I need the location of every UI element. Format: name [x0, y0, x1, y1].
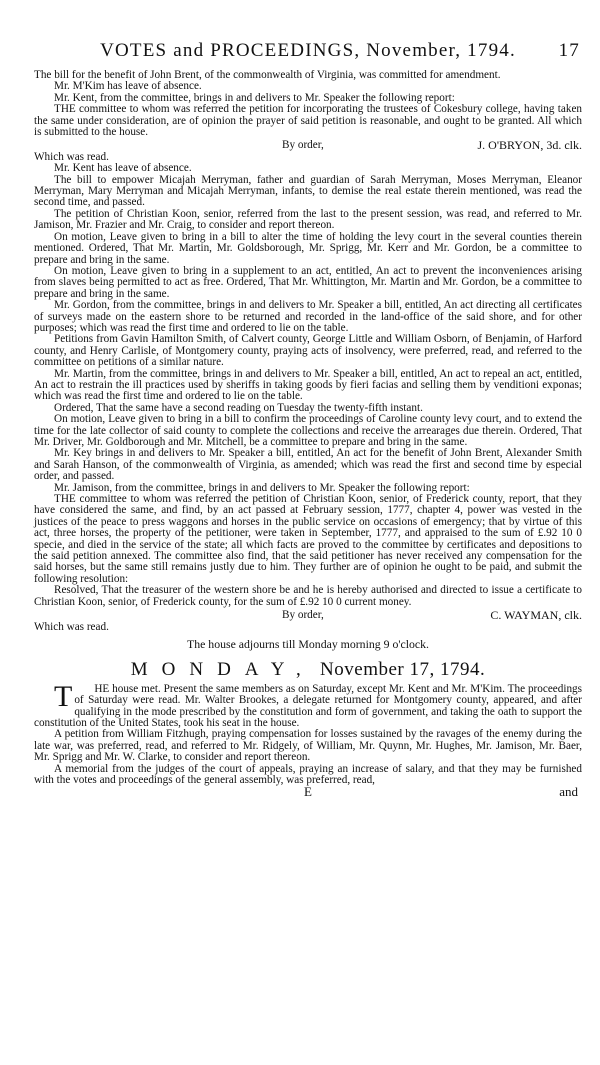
report-paragraph: THE committee to whom was referred the petition of Christian Koon, senior, of Frederick county, report, that they have considered the same, and find, by an act passed at February session, 1777, chapter 4, power was vested in the justices of the peace to press waggons and horses in the public service on occasions of emergency; that by virtue of this act, three horses, the property of the petitioner, were taken in September, 1777, and appraised to the sum of £.92 10 0 specie, and died in the service of the state; all which facts are proved to the committee by certificates and depositions to the said petition annexed. The committee also find, that the said petitioner has never received any compensation for the said horses, but the same still remains justly due to him. They further are of opinion he ought to be paid, and submit the following resolution:	[34, 493, 582, 585]
paragraph: Mr. Key brings in and delivers to Mr. Speaker a bill, entitled, An act for the benefit of John Brent, Alexander Smith and Sarah Hanson, of the commonwealth of Virginia, as amended; which was read the first and second time by especial order, and passed.	[34, 447, 582, 483]
paragraph: Mr. Gordon, from the committee, brings in and delivers to Mr. Speaker a bill, entitled, An act directing all certificates of surveys made on the eastern shore to be returned and recorded in the land-office of the said shore, and for other purposes; which was read the first time and ordered to lie on the table.	[34, 299, 582, 334]
clerk-name: J. O'BRYON, 3d. clk.	[477, 138, 582, 153]
paragraph: On motion, Leave given to bring in a supplement to an act, entitled, An act to prevent the inconveniences arising from slaves being permitted to act as free. Ordered, That Mr. Whittington, Mr. Martin and Mr. Gordon, be a committee to prepare and bring in the same.	[34, 264, 582, 300]
page-title: VOTES and PROCEEDINGS, November, 1794.	[100, 40, 516, 61]
paragraph: Which was read.	[34, 620, 109, 633]
catchword: and	[559, 784, 578, 800]
paragraph: Mr. M'Kim has leave of absence.	[54, 80, 202, 93]
signature-block	[34, 610, 582, 621]
paragraph: A memorial from the judges of the court of appeals, praying an increase of salary, and that they may be furnished with the votes and proceedings of the general assembly, was preferred, read,	[34, 762, 582, 786]
paragraph: Ordered, That the same have a second reading on Tuesday the twenty-fifth instant.	[54, 401, 423, 414]
paragraph: A petition from William Fitzhugh, praying compensation for losses sustained by the ravages of the enemy during the late war, was preferred, read, and referred to Mr. Ridgely, of William, Mr. Quynn, Mr. Hughes, Mr. Jamison, Mr. Baer, Mr. Sprigg and Mr. W. Clarke, to consider and report thereon.	[34, 728, 582, 764]
page-number: 17	[558, 40, 580, 61]
paragraph-text: HE house met. Present the same members as on Saturday, except Mr. Kent and Mr. M'Kim. The proceedings of Saturday were read. Mr. Walter Brookes, a delegate returned for Montgomery county, appeared, and after qualifying in the mode prescribed by the constitution and form of government, and taking the oath to support the constitution of the United States, took his seat in the house.	[34, 682, 582, 729]
paragraph: The petition of Christian Koon, senior, referred from the last to the present session, was read, and referred to Mr. Jamison, Mr. Frazier and Mr. Craig, to consider and report thereon.	[34, 207, 582, 232]
paragraph: Mr. Kent has leave of absence.	[54, 162, 192, 175]
paragraph: Which was read.	[34, 150, 109, 163]
paragraph: Mr. Martin, from the committee, brings in and delivers to Mr. Speaker a bill, entitled, An act to repeal an act, entitled, An act to restrain the ill practices used by sheriffs in taking goods by fieri facias and selling them by venditioni exponas; which was read the first time and ordered to lie on the table.	[34, 367, 582, 403]
by-order: By order,	[282, 139, 324, 152]
paragraph	[34, 679, 582, 730]
paragraph: On motion, Leave given to bring in a bill to confirm the proceedings of Caroline county levy court, and to extend the time for the late collector of said county to complete the collections and receive the arrearages due therein. Ordered, That Mr. Driver, Mr. Goldborough and Mr. Mitchell, be a committee to prepare and bring in the same.	[34, 413, 582, 448]
day-heading	[34, 659, 582, 681]
printer-signature-mark: E and	[304, 784, 578, 800]
report-paragraph: THE committee to whom was referred the petition for incorporating the trustees of Cokesbury college, having taken the same under consideration, are of opinion the prayer of said petition is reasonable, and ought to be granted. All which is submitted to the house.	[34, 103, 582, 139]
resolution-paragraph: Resolved, That the treasurer of the western shore be and he is hereby authorised and directed to issue a certificate to Christian Koon, senior, of Frederick county, for the sum of £.92 10 0 current money.	[34, 584, 582, 608]
paragraph: Petitions from Gavin Hamilton Smith, of Calvert county, George Little and William Osborn, of Benjamin, of Harford county, and Henry Carlisle, of Montgomery county, praying acts of insolvency, were preferred, read, and referred to the committee on petitions of a similar nature.	[34, 333, 582, 369]
signature-block	[34, 140, 582, 151]
paragraph: The bill to empower Micajah Merryman, father and guardian of Sarah Merryman, Moses Merryman, Eleanor Merryman, Mary Merryman and Micajah Merryman, infants, to demise the real estate therein mentioned, was read the second time, and passed.	[34, 173, 582, 209]
clerk-name: C. WAYMAN, clk.	[490, 608, 582, 623]
day-date: November 17, 1794.	[320, 659, 486, 681]
running-header	[34, 40, 582, 70]
adjournment-line: The house adjourns till Monday morning 9 o'clock.	[187, 636, 429, 651]
by-order: By order,	[282, 609, 324, 622]
paragraph: The bill for the benefit of John Brent, of the commonwealth of Virginia, was committed for amendment.	[34, 69, 501, 81]
paragraph: Mr. Jamison, from the committee, brings in and delivers to Mr. Speaker the following report:	[54, 481, 470, 494]
day-name: MONDAY,	[130, 659, 315, 681]
paragraph: On motion, Leave given to bring in a bill to alter the time of holding the levy court in the several counties therein mentioned. Ordered, That Mr. Martin, Mr. Goldsborough, Mr. Sprigg, Mr. Kerr and Mr. Gordon, be a committee to prepare and bring in the same.	[34, 230, 582, 266]
paragraph: Mr. Kent, from the committee, brings in and delivers to Mr. Speaker the following report:	[54, 91, 455, 104]
document-body	[34, 70, 582, 798]
drop-cap: T	[54, 679, 73, 713]
